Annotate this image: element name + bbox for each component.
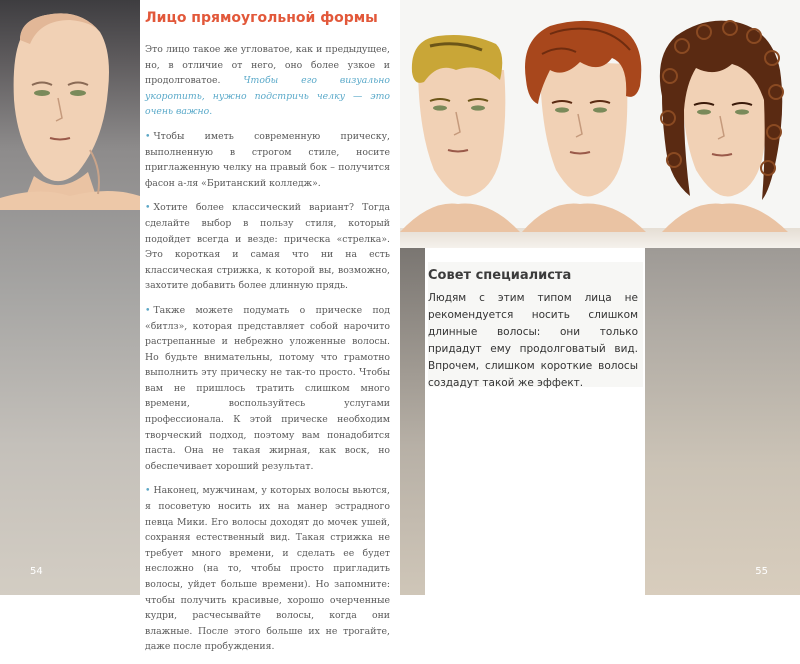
- paragraph-british-college: • Чтобы иметь современную прическу, выполненную в строгом стиле, носите приглаженную челку на правый бок – получится фасон а-ля «Британский колледж».: [145, 130, 390, 189]
- left-page: [0, 0, 400, 653]
- highlighted-advice: Чтобы его визуально укоротить, нужно подстричь челку — это очень важно.: [145, 75, 390, 118]
- page-number-right: 55: [755, 566, 768, 577]
- face-blond-fringe: [400, 35, 520, 232]
- bullet-icon: •: [145, 202, 151, 214]
- body-text: [145, 42, 390, 664]
- bullet-icon: •: [145, 130, 151, 142]
- bullet-icon: •: [145, 485, 151, 497]
- face-dark-curly: [660, 21, 788, 232]
- paragraph-beatles: • Также можете подумать о прическе под «битлз», которая представляет собой нарочито растрепанные и небрежно уложенные волосы. Но будьте внимательны, потому что грамотно выполнить эту прическу не так-то просто. Чтобы вам не пришлось тратить слишком много времени, воспользуйтесь услугами профессионала. К этой прическе необходим творческий подход, поэтому вам понадобится паста. Она не такая жирная, как воск, но обеспечивает хороший результат.: [145, 304, 390, 472]
- tip-title: Совет специалиста: [428, 268, 572, 283]
- tip-text: Людям с этим типом лица не рекомендуется носить слишком длинные волосы: они только придадут ему продолговатый вид. Впрочем, слишком короткие волосы создадут такой же эффект.: [428, 292, 638, 389]
- faces-illustration: [400, 0, 800, 232]
- section-title: Лицо прямоугольной формы: [145, 10, 378, 26]
- paragraph-classic: • Хотите более классический вариант? Тогда сделайте выбор в пользу стиля, который подойдет всегда и везде: прическа «стрелка». Это короткая и самая что ни на есть классическая стрижка, к которой вы, возможно, захотите добавить более длинную прядь.: [145, 202, 390, 292]
- bullet-icon: •: [145, 304, 151, 316]
- right-page: [400, 0, 800, 595]
- bald-face-illustration: [0, 0, 140, 210]
- page-number-left: 54: [30, 566, 43, 577]
- face-auburn-wavy: [522, 21, 646, 232]
- intro-paragraph: Это лицо такое же угловатое, как и предыдущее, но, в отличие от него, оно более узкое и продолговатое. Чтобы его визуально укоротить, нужно подстричь челку — это очень важно.: [145, 44, 390, 118]
- paragraph-curly: • Наконец, мужчинам, у которых волосы вьются, я посоветую носить их на манер эстрадного певца Мики. Его волосы доходят до мочек ушей, сохраняя естественный вид. Такая стрижка не требует много времени, и сделать ее будет несложно (на то, чтобы просто пригладить волосы, уйдет больше времени). Но запомните: чтобы получить красивые, хорошо очерченные кудри, расчесывайте волосы, когда они влажные. После этого больше их не трогайте, даже после пробуждения.: [145, 485, 390, 653]
